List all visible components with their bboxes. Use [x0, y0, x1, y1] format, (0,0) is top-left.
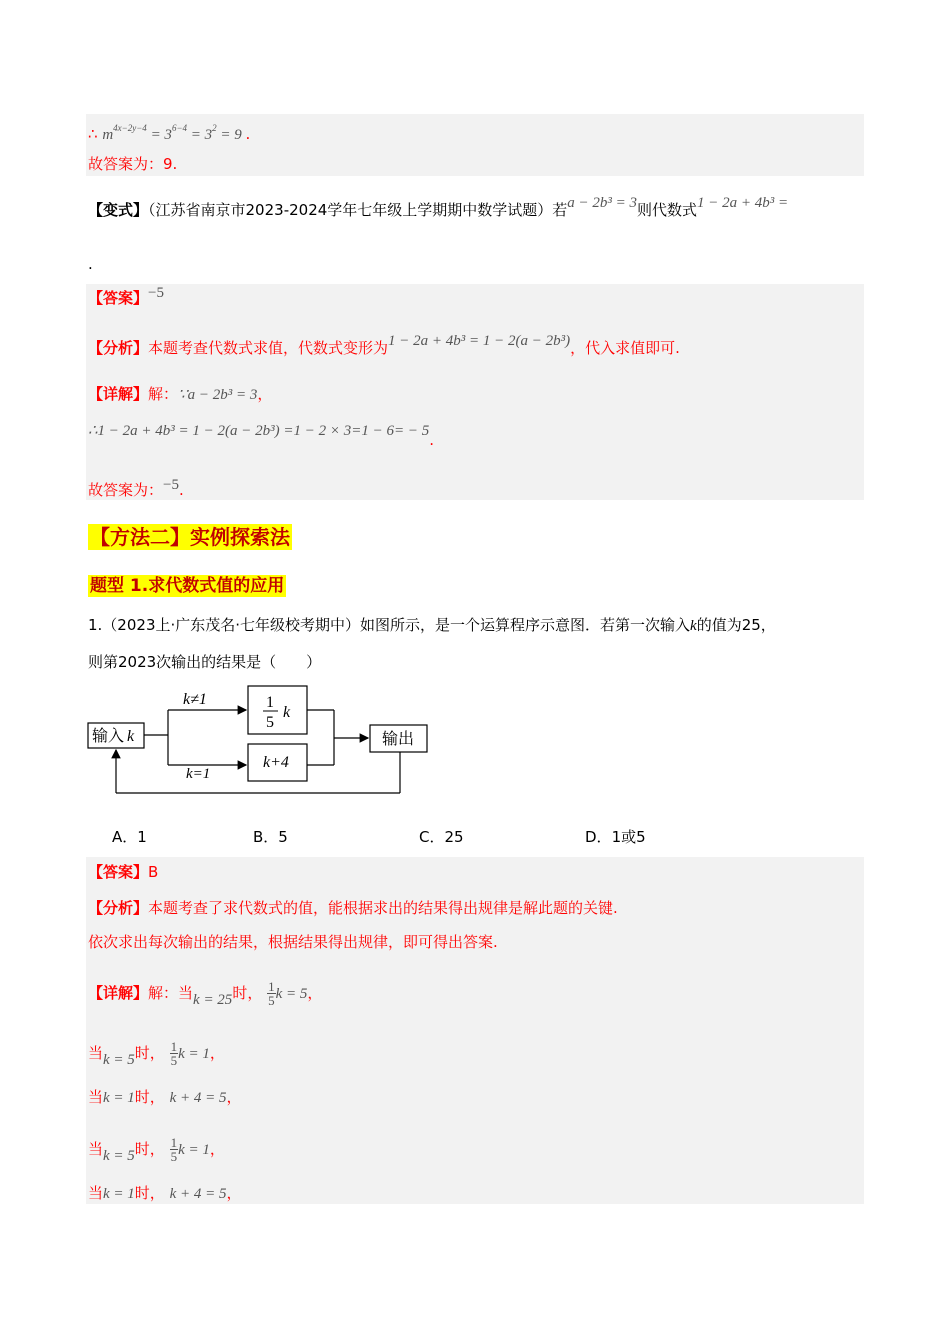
- detail-label: 【详解】: [88, 385, 149, 403]
- detail-text: 解：: [148, 385, 179, 403]
- detail-step-3: 当k = 1时， k + 4 = 5，: [88, 1088, 242, 1106]
- fraction-denominator: 5: [266, 714, 274, 731]
- option-d[interactable]: D．1或5: [585, 828, 646, 846]
- fraction-k: k: [283, 704, 291, 721]
- condition-top: k≠1: [183, 691, 207, 708]
- detail-step-4: 当k = 5时， $\frac{1}{5}$ k = 1，: [88, 1135, 225, 1164]
- fraction-box: [248, 686, 307, 734]
- analysis-line-2: [88, 333, 680, 359]
- calc-line: [88, 420, 435, 449]
- therefore-line: [88, 118, 250, 145]
- input-label: 输入: [92, 728, 125, 745]
- analysis-text: 本题考查代数式求值，代数式变形为: [148, 339, 389, 357]
- variant-source: （江苏省南京市2023-2024学年七年级上学期期中数学试题）若: [148, 201, 568, 219]
- variant-condition: a − 2b³ = 3: [567, 195, 638, 211]
- calc-period: .: [429, 431, 435, 449]
- option-c[interactable]: C．25: [419, 828, 464, 846]
- analysis-math: 1 − 2a + 4b³ = 1 − 2(a − 2b³): [388, 333, 571, 349]
- therefore-symbol: ∴: [88, 125, 98, 143]
- variant-mid: 则代数式: [637, 201, 698, 219]
- detail-comma: ，: [257, 385, 273, 403]
- detail-step-5: 当k = 1时， k + 4 = 5，: [88, 1184, 242, 1202]
- calc-math: ∴1 − 2a + 4b³ = 1 − 2(a − 2b³) =1 − 2 × 3=1 − 6= − 5: [88, 423, 430, 439]
- add-label: k+4: [263, 754, 289, 771]
- answer-line-3: 【答案】B: [88, 863, 159, 881]
- answer-line-1: 故答案为：9.: [88, 155, 178, 173]
- final-text: 故答案为：: [88, 481, 164, 499]
- input-k: k: [127, 728, 135, 745]
- variant-question: [88, 195, 789, 221]
- question-line-1: 1.（2023上·广东茂名·七年级校考期中）如图所示，是一个运算程序示意图．若第一次输入k的值为25，: [88, 616, 776, 634]
- question-type-heading: 题型 1.求代数式值的应用: [90, 576, 285, 596]
- analysis-text-end: ，代入求值即可.: [570, 339, 680, 357]
- condition-bottom: k=1: [186, 766, 211, 782]
- final-line-2: [88, 477, 184, 501]
- analysis-line-3b: 依次求出每次输出的结果，根据结果得出规律，即可得出答案.: [88, 933, 498, 951]
- variant-label: 【变式】: [88, 201, 149, 219]
- final-value: −5: [163, 477, 179, 493]
- method-heading: 【方法二】实例探索法: [90, 525, 290, 549]
- final-period: .: [178, 481, 184, 499]
- analysis-line-3: 【分析】本题考查了求代数式的值，能根据求出的结果得出规律是解此题的关键.: [88, 899, 618, 917]
- detail-math: ∵a − 2b³ = 3: [178, 387, 258, 403]
- detail-line-2: [88, 384, 272, 405]
- flow-diagram: [80, 680, 440, 800]
- fraction-numerator: 1: [266, 694, 274, 711]
- option-a[interactable]: A．1: [112, 828, 147, 846]
- detail-step-1: 【详解】解：当k = 25时， $\frac{1}{5}$ k = 5，: [88, 979, 323, 1008]
- analysis-label: 【分析】: [88, 339, 149, 357]
- answer-label: 【答案】: [88, 289, 149, 307]
- variant-trail: .: [88, 255, 93, 273]
- output-label: 输出: [382, 731, 415, 748]
- answer-value: −5: [148, 285, 164, 301]
- detail-step-2: 当k = 5时， $\frac{1}{5}$ k = 1，: [88, 1039, 225, 1068]
- power-expression: $m^{4x-2y-4} = 3^{6-4} = 3^2 = 9$: [102, 123, 242, 143]
- period: .: [245, 125, 251, 143]
- question-line-2: 则第2023次输出的结果是（ ）: [88, 653, 322, 671]
- variant-expression: 1 − 2a + 4b³ =: [697, 195, 789, 211]
- answer-line-2: [88, 285, 164, 309]
- option-b[interactable]: B．5: [253, 828, 288, 846]
